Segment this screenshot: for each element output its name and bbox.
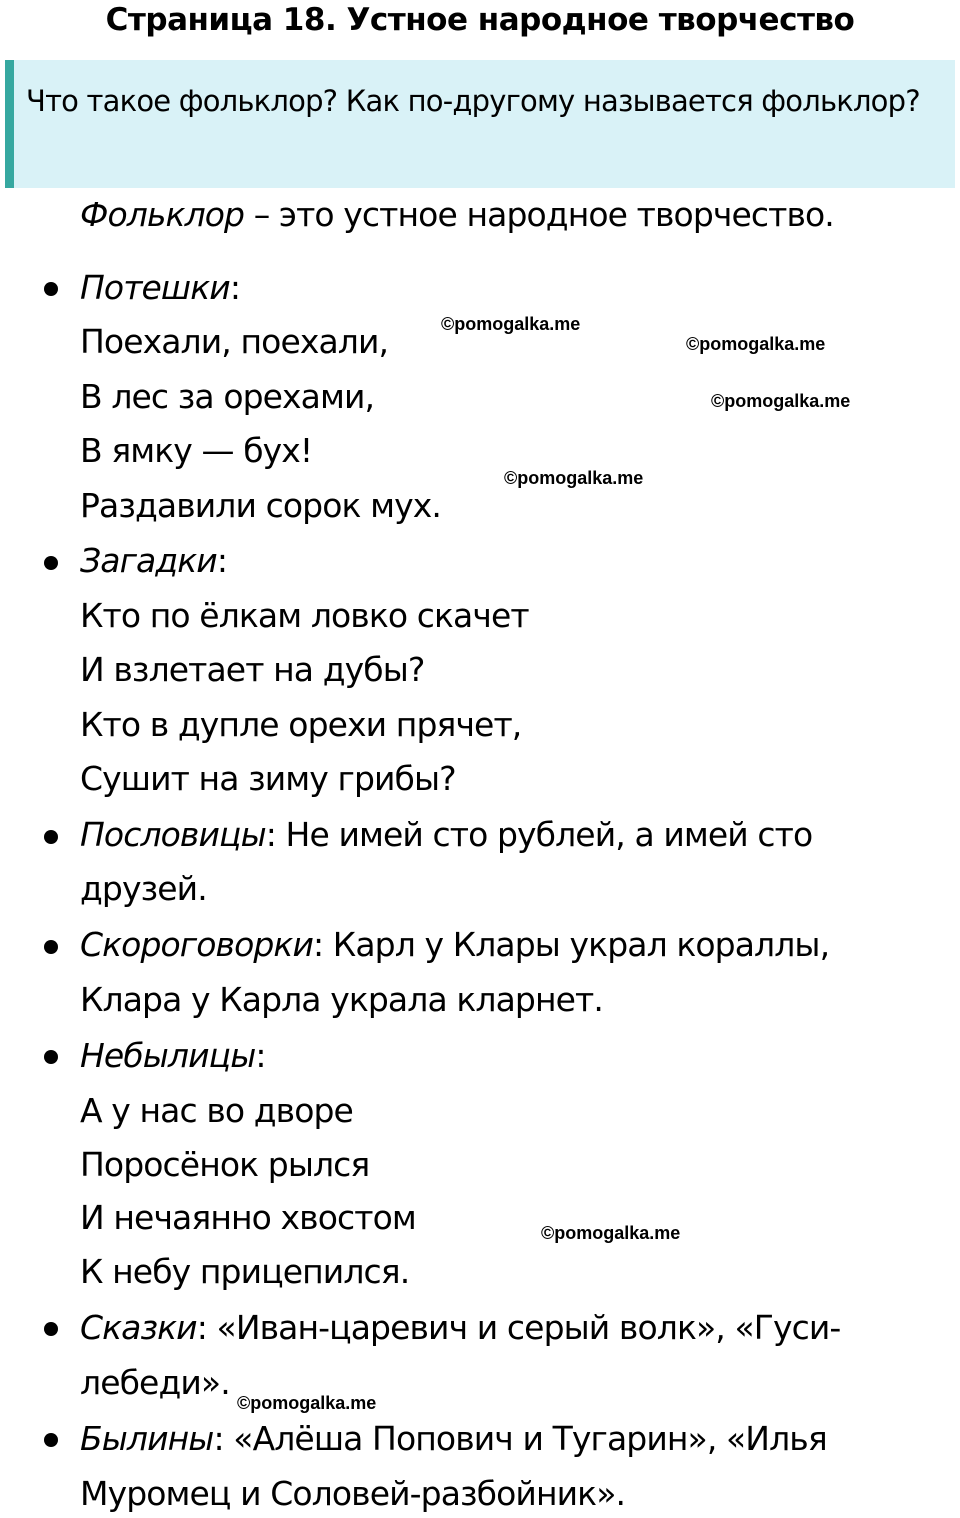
watermark: ©pomogalka.me bbox=[504, 468, 644, 488]
page-title: Страница 18. Устное народное творчество bbox=[105, 2, 855, 38]
bullet-icon bbox=[44, 940, 58, 954]
byliny-line: Муромец и Соловей-разбойник». bbox=[80, 1474, 626, 1513]
poteshki-line: В лес за орехами, bbox=[80, 377, 375, 416]
byliny-term: Былины bbox=[80, 1419, 214, 1458]
poslovitsy-rest: : Не имей сто рублей, а имей сто bbox=[265, 815, 813, 854]
zagadki-term: Загадки bbox=[80, 541, 217, 580]
bullet-icon bbox=[44, 282, 58, 296]
definition-text: – это устное народное творчество. bbox=[244, 195, 834, 234]
skorogovorki-rest: : Карл у Клары украл кораллы, bbox=[313, 925, 830, 964]
question-box bbox=[5, 60, 955, 188]
skazki-heading bbox=[80, 1308, 840, 1348]
question-text: Что такое фольклор? Как по-другому называется фольклор? bbox=[26, 84, 920, 118]
bullet-icon bbox=[44, 556, 58, 570]
watermark: ©pomogalka.me bbox=[541, 1223, 681, 1243]
poteshki-heading bbox=[80, 268, 240, 308]
bullet-icon bbox=[44, 830, 58, 844]
watermark: ©pomogalka.me bbox=[441, 314, 581, 334]
skazki-term: Сказки bbox=[80, 1308, 197, 1347]
skorogovorki-line: Клара у Карла украла кларнет. bbox=[80, 980, 603, 1019]
byliny-heading bbox=[80, 1419, 827, 1459]
zagadki-line: Кто в дупле орехи прячет, bbox=[80, 705, 522, 744]
skorogovorki-heading bbox=[80, 925, 829, 965]
zagadki-line: И взлетает на дубы? bbox=[80, 650, 425, 689]
nebylitsy-line: К небу прицепился. bbox=[80, 1252, 410, 1291]
poslovitsy-term: Пословицы bbox=[80, 815, 266, 854]
skazki-line: лебеди». bbox=[80, 1363, 230, 1402]
nebylitsy-line: И нечаянно хвостом bbox=[80, 1198, 416, 1237]
skazki-rest: : «Иван-царевич и серый волк», «Гуси- bbox=[196, 1308, 841, 1347]
watermark: ©pomogalka.me bbox=[237, 1393, 377, 1413]
nebylitsy-line: А у нас во дворе bbox=[80, 1091, 353, 1130]
zagadki-rest: : bbox=[216, 541, 228, 580]
skorogovorki-term: Скороговорки bbox=[80, 925, 313, 964]
bullet-icon bbox=[44, 1433, 58, 1447]
poslovitsy-line: друзей. bbox=[80, 869, 207, 908]
zagadki-heading bbox=[80, 541, 227, 581]
nebylitsy-heading bbox=[80, 1036, 266, 1076]
nebylitsy-line: Поросёнок рылся bbox=[80, 1145, 370, 1184]
nebylitsy-rest: : bbox=[255, 1036, 266, 1075]
poteshki-line: В ямку — бух! bbox=[80, 431, 313, 470]
bullet-icon bbox=[44, 1322, 58, 1336]
poteshki-line: Раздавили сорок мух. bbox=[80, 486, 441, 525]
byliny-rest: : «Алёша Попович и Тугарин», «Илья bbox=[213, 1419, 827, 1458]
zagadki-line: Сушит на зиму грибы? bbox=[80, 759, 456, 798]
watermark: ©pomogalka.me bbox=[686, 334, 826, 354]
zagadki-line: Кто по ёлкам ловко скачет bbox=[80, 596, 529, 635]
definition-line bbox=[80, 195, 834, 235]
poteshki-line: Поехали, поехали, bbox=[80, 322, 389, 361]
poteshki-rest: : bbox=[229, 268, 241, 307]
bullet-icon bbox=[44, 1050, 58, 1064]
poteshki-term: Потешки bbox=[80, 268, 230, 307]
definition-term: Фольклор bbox=[80, 195, 245, 234]
poslovitsy-heading bbox=[80, 815, 812, 855]
watermark: ©pomogalka.me bbox=[711, 391, 851, 411]
nebylitsy-term: Небылицы bbox=[80, 1036, 256, 1075]
